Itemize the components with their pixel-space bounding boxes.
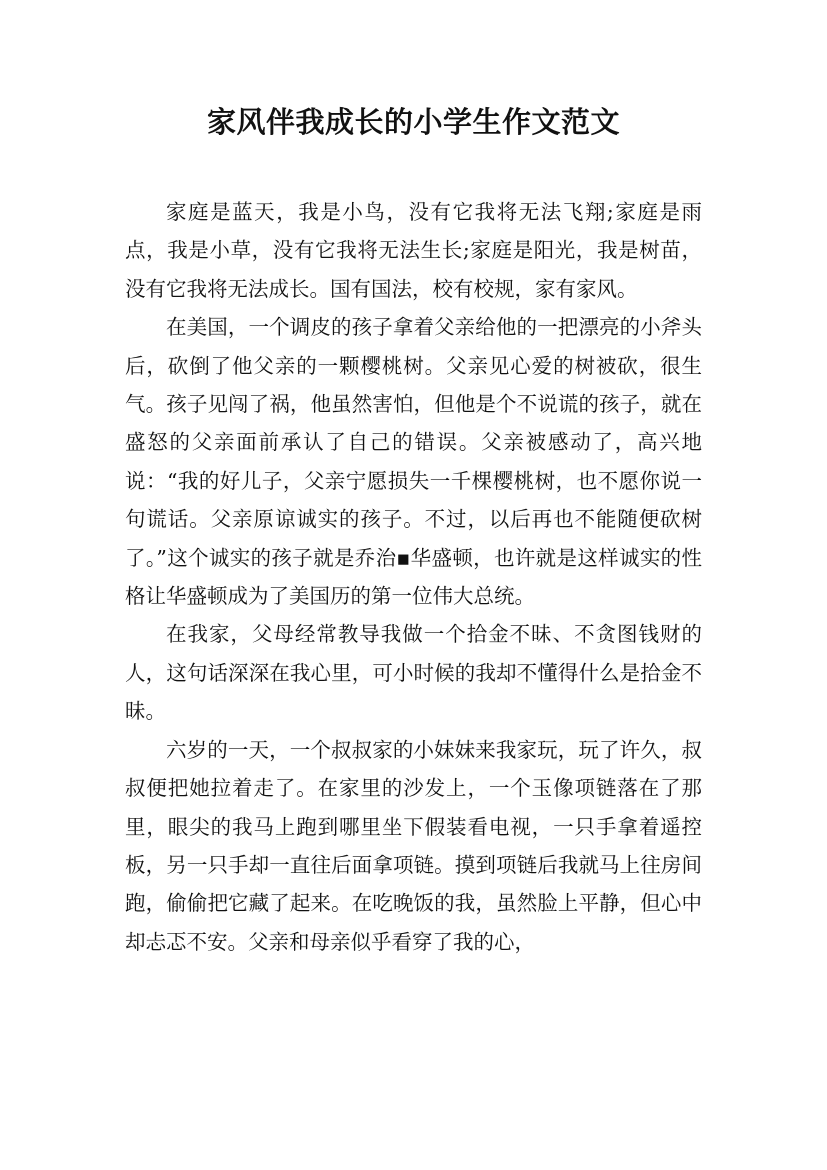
page-title: 家风伴我成长的小学生作文范文 (206, 105, 620, 139)
paragraph: 六岁的一天，一个叔叔家的小妹妹来我家玩，玩了许久，叔叔便把她拉着走了。在家里的沙发上，一个玉像项链落在了那里，眼尖的我马上跑到哪里坐下假装看电视，一只手拿着遥控板，另一只手却一直往后面拿项链。摸到项链后我就马上往房间跑，偷偷把它藏了起来。在吃晚饭的我，虽然脸上平静，但心中却忐忑不安。父亲和母亲似乎看穿了我的心， (125, 737, 702, 954)
document-body (125, 193, 702, 961)
paragraph: 在我家，父母经常教导我做一个拾金不昧、不贪图钱财的人，这句话深深在我心里，可小时候的我却不懂得什么是拾金不昧。 (125, 622, 702, 724)
paragraph: 家庭是蓝天，我是小鸟，没有它我将无法飞翔;家庭是雨点，我是小草，没有它我将无法生长;家庭是阳光，我是树苗，没有它我将无法成长。国有国法，校有校规，家有家风。 (125, 200, 702, 301)
paragraph: 在美国，一个调皮的孩子拿着父亲给他的一把漂亮的小斧头后，砍倒了他父亲的一颗樱桃树。父亲见心爱的树被砍，很生气。孩子见闯了祸，他虽然害怕，但他是个不说谎的孩子，就在盛怒的父亲面前承认了自己的错误。父亲被感动了，高兴地说：“我的好儿子，父亲宁愿损失一千棵樱桃树，也不愿你说一句谎话。父亲原谅诚实的孩子。不过，以后再也不能随便砍树了。”这个诚实的孩子就是乔治▪华盛顿，也许就是这样诚实的性格让华盛顿成为了美国历的第一位伟大总统。 (125, 315, 702, 609)
